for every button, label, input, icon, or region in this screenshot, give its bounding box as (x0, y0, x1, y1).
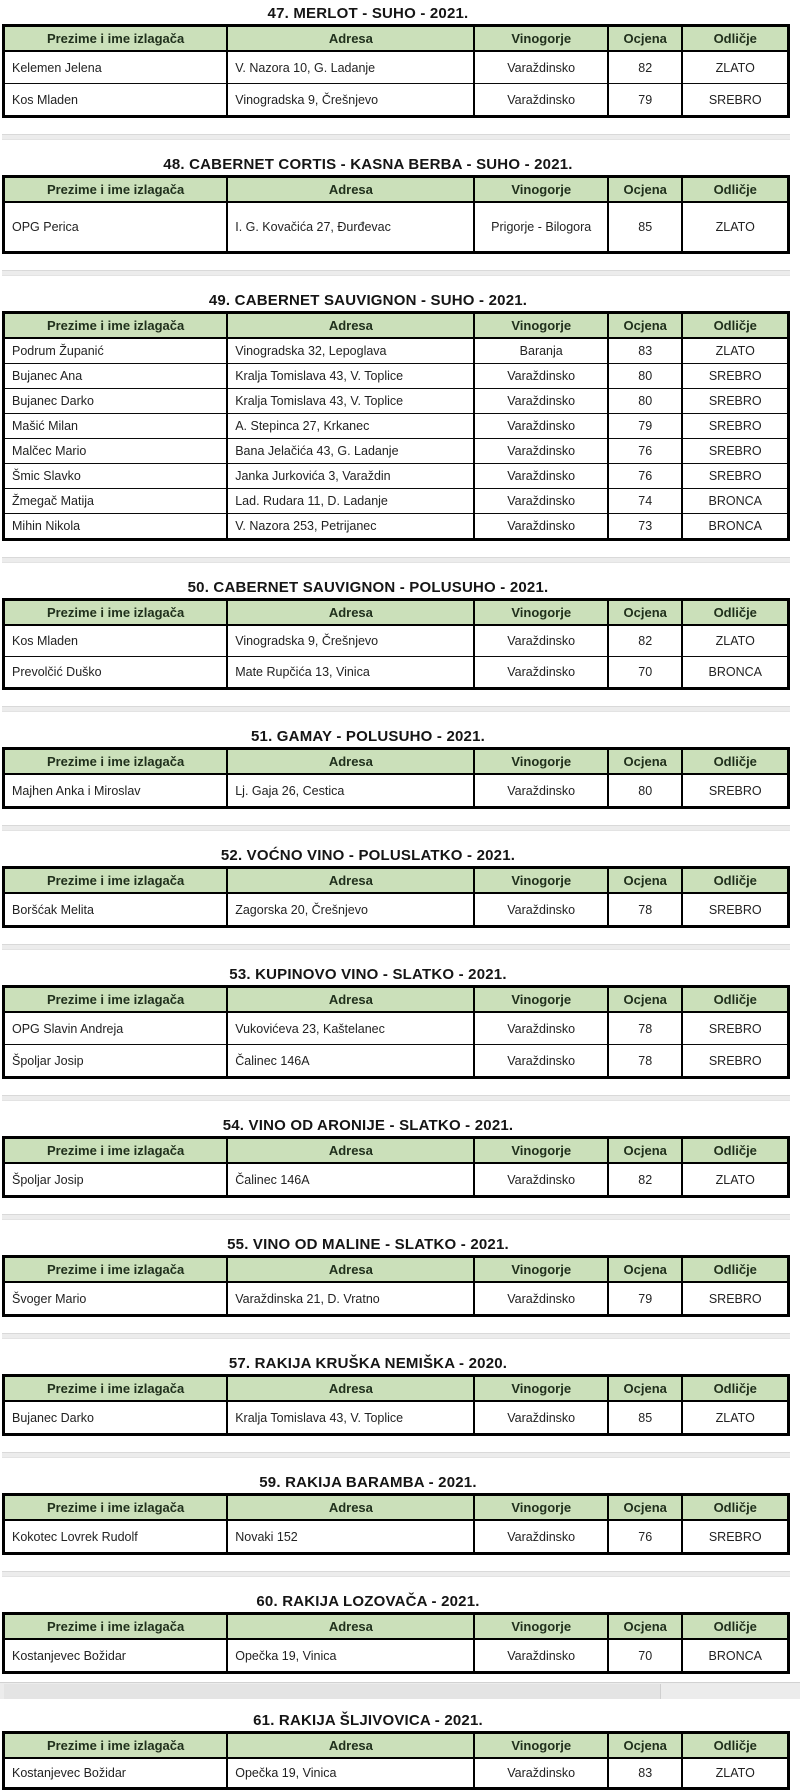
column-header-score: Ocjena (608, 26, 683, 52)
cell-address: Mate Rupčića 13, Vinica (227, 657, 474, 689)
column-header-address: Adresa (227, 1138, 474, 1164)
cell-medal: SREBRO (682, 1045, 788, 1078)
cell-exhibitor-name: Kostanjevec Božidar (4, 1639, 228, 1673)
category-title: 60. RAKIJA LOZOVAČA - 2021. (256, 1593, 480, 1610)
cell-wine-region: Varaždinsko (474, 1758, 607, 1789)
cell-wine-region: Varaždinsko (474, 1163, 607, 1197)
cell-address: Lad. Rudara 11, D. Ladanje (227, 489, 474, 514)
section-separator (2, 706, 790, 712)
cell-wine-region: Varaždinsko (474, 389, 607, 414)
column-header-wine-region: Vinogorje (474, 1138, 607, 1164)
cell-wine-region: Varaždinsko (474, 514, 607, 540)
cell-exhibitor-name: Mihin Nikola (4, 514, 228, 540)
cell-exhibitor-name: Malčec Mario (4, 439, 228, 464)
cell-address: Lj. Gaja 26, Cestica (227, 774, 474, 808)
column-header-wine-region: Vinogorje (474, 749, 607, 775)
section-separator (2, 1095, 790, 1101)
cell-wine-region: Varaždinsko (474, 439, 607, 464)
cell-medal: SREBRO (682, 1282, 788, 1316)
cell-medal: ZLATO (682, 51, 788, 84)
category-title: 59. RAKIJA BARAMBA - 2021. (259, 1474, 477, 1491)
table-row (4, 84, 789, 117)
column-header-wine-region: Vinogorje (474, 1376, 607, 1402)
cell-score: 82 (608, 51, 683, 84)
category-title: 52. VOĆNO VINO - POLUSLATKO - 2021. (220, 847, 516, 864)
column-header-exhibitor-name: Prezime i ime izlagača (4, 1138, 228, 1164)
wine-category-section (2, 944, 790, 1079)
horizontal-scrollbar-thumb[interactable] (4, 1684, 661, 1699)
cell-medal: SREBRO (682, 364, 788, 389)
cell-exhibitor-name: Bujanec Ana (4, 364, 228, 389)
column-header-address: Adresa (227, 1495, 474, 1521)
results-table (2, 1255, 790, 1317)
cell-wine-region: Varaždinsko (474, 414, 607, 439)
table-row (4, 1639, 789, 1673)
category-title: 55. VINO OD MALINE - SLATKO - 2021. (227, 1236, 509, 1253)
results-table (2, 311, 790, 541)
section-separator (2, 1214, 790, 1220)
column-header-score: Ocjena (608, 1376, 683, 1402)
cell-address: Čalinec 146A (227, 1163, 474, 1197)
column-header-medal: Odličje (682, 177, 788, 203)
table-row (4, 1012, 789, 1045)
column-header-wine-region: Vinogorje (474, 1257, 607, 1283)
cell-address: Kralja Tomislava 43, V. Toplice (227, 364, 474, 389)
cell-medal: ZLATO (682, 625, 788, 657)
wine-category-section (2, 134, 790, 254)
cell-wine-region: Varaždinsko (474, 657, 607, 689)
table-row (4, 414, 789, 439)
horizontal-scrollbar-track[interactable] (0, 1682, 800, 1699)
table-row (4, 1163, 789, 1197)
cell-address: Opečka 19, Vinica (227, 1758, 474, 1789)
cell-address: Kralja Tomislava 43, V. Toplice (227, 1401, 474, 1435)
cell-medal: SREBRO (682, 893, 788, 927)
column-header-wine-region: Vinogorje (474, 1733, 607, 1759)
column-header-medal: Odličje (682, 1257, 788, 1283)
cell-medal: SREBRO (682, 439, 788, 464)
column-header-exhibitor-name: Prezime i ime izlagača (4, 26, 228, 52)
cell-score: 73 (608, 514, 683, 540)
column-header-medal: Odličje (682, 749, 788, 775)
cell-score: 78 (608, 1045, 683, 1078)
results-table (2, 1493, 790, 1555)
header-row (4, 1376, 789, 1402)
column-header-exhibitor-name: Prezime i ime izlagača (4, 868, 228, 894)
cell-exhibitor-name: Mašić Milan (4, 414, 228, 439)
cell-address: Janka Jurkovića 3, Varaždin (227, 464, 474, 489)
table-row (4, 439, 789, 464)
cell-address: Opečka 19, Vinica (227, 1639, 474, 1673)
section-separator (2, 825, 790, 831)
cell-medal: SREBRO (682, 774, 788, 808)
cell-medal: SREBRO (682, 389, 788, 414)
header-row (4, 177, 789, 203)
cell-exhibitor-name: Kokotec Lovrek Rudolf (4, 1520, 228, 1554)
column-header-address: Adresa (227, 313, 474, 339)
column-header-score: Ocjena (608, 987, 683, 1013)
column-header-medal: Odličje (682, 1495, 788, 1521)
category-title: 49. CABERNET SAUVIGNON - SUHO - 2021. (208, 292, 528, 309)
cell-wine-region: Varaždinsko (474, 1639, 607, 1673)
header-row (4, 600, 789, 626)
cell-address: Vinogradska 9, Črešnjevo (227, 84, 474, 117)
cell-score: 85 (608, 202, 683, 253)
column-header-address: Adresa (227, 749, 474, 775)
column-header-exhibitor-name: Prezime i ime izlagača (4, 1257, 228, 1283)
column-header-exhibitor-name: Prezime i ime izlagača (4, 1376, 228, 1402)
cell-exhibitor-name: Kostanjevec Božidar (4, 1758, 228, 1789)
cell-wine-region: Varaždinsko (474, 489, 607, 514)
cell-exhibitor-name: Žmegač Matija (4, 489, 228, 514)
column-header-exhibitor-name: Prezime i ime izlagača (4, 1733, 228, 1759)
column-header-address: Adresa (227, 1614, 474, 1640)
cell-wine-region: Varaždinsko (474, 84, 607, 117)
section-separator (2, 1333, 790, 1339)
column-header-exhibitor-name: Prezime i ime izlagača (4, 987, 228, 1013)
cell-score: 82 (608, 625, 683, 657)
column-header-medal: Odličje (682, 1138, 788, 1164)
cell-medal: SREBRO (682, 414, 788, 439)
results-table (2, 598, 790, 690)
column-header-address: Adresa (227, 987, 474, 1013)
column-header-wine-region: Vinogorje (474, 177, 607, 203)
cell-exhibitor-name: Špoljar Josip (4, 1163, 228, 1197)
cell-address: I. G. Kovačića 27, Đurđevac (227, 202, 474, 253)
results-table (2, 175, 790, 254)
cell-medal: ZLATO (682, 202, 788, 253)
cell-exhibitor-name: Boršćak Melita (4, 893, 228, 927)
column-header-medal: Odličje (682, 600, 788, 626)
cell-address: Novaki 152 (227, 1520, 474, 1554)
header-row (4, 749, 789, 775)
header-row (4, 1733, 789, 1759)
table-row (4, 489, 789, 514)
wine-category-section (2, 706, 790, 809)
cell-score: 83 (608, 1758, 683, 1789)
cell-medal: ZLATO (682, 338, 788, 364)
cell-wine-region: Prigorje - Bilogora (474, 202, 607, 253)
header-row (4, 1614, 789, 1640)
cell-score: 80 (608, 364, 683, 389)
column-header-medal: Odličje (682, 868, 788, 894)
results-table (2, 866, 790, 928)
column-header-exhibitor-name: Prezime i ime izlagača (4, 600, 228, 626)
column-header-exhibitor-name: Prezime i ime izlagača (4, 1495, 228, 1521)
cell-exhibitor-name: Bujanec Darko (4, 1401, 228, 1435)
cell-exhibitor-name: OPG Slavin Andreja (4, 1012, 228, 1045)
column-header-wine-region: Vinogorje (474, 313, 607, 339)
table-row (4, 774, 789, 808)
column-header-medal: Odličje (682, 987, 788, 1013)
column-header-address: Adresa (227, 26, 474, 52)
column-header-address: Adresa (227, 177, 474, 203)
column-header-medal: Odličje (682, 1733, 788, 1759)
column-header-medal: Odličje (682, 1376, 788, 1402)
column-header-exhibitor-name: Prezime i ime izlagača (4, 1614, 228, 1640)
cell-wine-region: Varaždinsko (474, 774, 607, 808)
cell-address: Vinogradska 9, Črešnjevo (227, 625, 474, 657)
column-header-score: Ocjena (608, 1257, 683, 1283)
results-table (2, 24, 790, 118)
cell-medal: BRONCA (682, 489, 788, 514)
results-table (2, 1374, 790, 1436)
cell-medal: BRONCA (682, 657, 788, 689)
cell-address: Vukovićeva 23, Kaštelanec (227, 1012, 474, 1045)
cell-wine-region: Varaždinsko (474, 1012, 607, 1045)
cell-address: Zagorska 20, Črešnjevo (227, 893, 474, 927)
column-header-score: Ocjena (608, 600, 683, 626)
cell-score: 79 (608, 414, 683, 439)
cell-address: Kralja Tomislava 43, V. Toplice (227, 389, 474, 414)
cell-medal: SREBRO (682, 1520, 788, 1554)
table-row (4, 1520, 789, 1554)
cell-score: 76 (608, 464, 683, 489)
category-title: 53. KUPINOVO VINO - SLATKO - 2021. (229, 966, 507, 983)
wine-category-section (2, 1571, 790, 1674)
column-header-score: Ocjena (608, 1733, 683, 1759)
cell-medal: SREBRO (682, 1012, 788, 1045)
cell-score: 82 (608, 1163, 683, 1197)
cell-score: 80 (608, 389, 683, 414)
column-header-wine-region: Vinogorje (474, 1495, 607, 1521)
column-header-wine-region: Vinogorje (474, 1614, 607, 1640)
section-separator (2, 557, 790, 563)
cell-medal: ZLATO (682, 1758, 788, 1789)
column-header-address: Adresa (227, 1257, 474, 1283)
wine-category-section (2, 4, 790, 118)
cell-medal: BRONCA (682, 1639, 788, 1673)
cell-address: A. Stepinca 27, Krkanec (227, 414, 474, 439)
results-table (2, 1136, 790, 1198)
table-row (4, 338, 789, 364)
cell-score: 76 (608, 1520, 683, 1554)
category-title: 48. CABERNET CORTIS - KASNA BERBA - SUHO - 2021. (163, 156, 573, 173)
header-row (4, 1257, 789, 1283)
column-header-medal: Odličje (682, 1614, 788, 1640)
column-header-score: Ocjena (608, 749, 683, 775)
cell-address: V. Nazora 10, G. Ladanje (227, 51, 474, 84)
column-header-exhibitor-name: Prezime i ime izlagača (4, 313, 228, 339)
column-header-score: Ocjena (608, 1614, 683, 1640)
cell-exhibitor-name: Švoger Mario (4, 1282, 228, 1316)
wine-category-section (2, 1452, 790, 1555)
wine-category-section (2, 825, 790, 928)
category-title: 61. RAKIJA ŠLJIVOVICA - 2021. (253, 1712, 483, 1729)
cell-wine-region: Varaždinsko (474, 464, 607, 489)
column-header-exhibitor-name: Prezime i ime izlagača (4, 749, 228, 775)
table-row (4, 1045, 789, 1078)
cell-exhibitor-name: Kelemen Jelena (4, 51, 228, 84)
column-header-wine-region: Vinogorje (474, 868, 607, 894)
column-header-score: Ocjena (608, 868, 683, 894)
cell-score: 79 (608, 84, 683, 117)
column-header-exhibitor-name: Prezime i ime izlagača (4, 177, 228, 203)
cell-score: 78 (608, 893, 683, 927)
column-header-wine-region: Vinogorje (474, 987, 607, 1013)
header-row (4, 1138, 789, 1164)
category-title: 47. MERLOT - SUHO - 2021. (267, 5, 469, 22)
cell-exhibitor-name: Bujanec Darko (4, 389, 228, 414)
table-row (4, 1758, 789, 1789)
section-separator (2, 270, 790, 276)
table-row (4, 514, 789, 540)
cell-address: Vinogradska 32, Lepoglava (227, 338, 474, 364)
cell-medal: BRONCA (682, 514, 788, 540)
header-row (4, 987, 789, 1013)
cell-wine-region: Varaždinsko (474, 1045, 607, 1078)
section-separator (2, 1452, 790, 1458)
table-row (4, 464, 789, 489)
results-table (2, 1731, 790, 1790)
cell-wine-region: Varaždinsko (474, 364, 607, 389)
column-header-score: Ocjena (608, 177, 683, 203)
cell-exhibitor-name: OPG Perica (4, 202, 228, 253)
cell-wine-region: Varaždinsko (474, 893, 607, 927)
table-row (4, 657, 789, 689)
header-row (4, 868, 789, 894)
cell-medal: SREBRO (682, 464, 788, 489)
cell-medal: SREBRO (682, 84, 788, 117)
category-title: 57. RAKIJA KRUŠKA NEMIŠKA - 2020. (228, 1355, 508, 1372)
results-table (2, 747, 790, 809)
cell-exhibitor-name: Špoljar Josip (4, 1045, 228, 1078)
cell-wine-region: Varaždinsko (474, 1520, 607, 1554)
cell-exhibitor-name: Kos Mladen (4, 625, 228, 657)
cell-wine-region: Baranja (474, 338, 607, 364)
cell-score: 70 (608, 657, 683, 689)
table-row (4, 1401, 789, 1435)
table-row (4, 893, 789, 927)
column-header-address: Adresa (227, 600, 474, 626)
cell-exhibitor-name: Šmic Slavko (4, 464, 228, 489)
column-header-address: Adresa (227, 868, 474, 894)
cell-wine-region: Varaždinsko (474, 625, 607, 657)
header-row (4, 26, 789, 52)
table-row (4, 202, 789, 253)
category-title: 54. VINO OD ARONIJE - SLATKO - 2021. (222, 1117, 514, 1134)
cell-exhibitor-name: Podrum Županić (4, 338, 228, 364)
column-header-wine-region: Vinogorje (474, 600, 607, 626)
header-row (4, 1495, 789, 1521)
column-header-score: Ocjena (608, 313, 683, 339)
results-table (2, 985, 790, 1079)
section-separator (2, 134, 790, 140)
cell-medal: ZLATO (682, 1401, 788, 1435)
wine-category-section (2, 1333, 790, 1436)
category-title: 50. CABERNET SAUVIGNON - POLUSUHO - 2021. (187, 579, 549, 596)
cell-medal: ZLATO (682, 1163, 788, 1197)
cell-wine-region: Varaždinsko (474, 51, 607, 84)
cell-exhibitor-name: Majhen Anka i Miroslav (4, 774, 228, 808)
wine-category-section (2, 1690, 790, 1790)
cell-score: 79 (608, 1282, 683, 1316)
cell-score: 85 (608, 1401, 683, 1435)
table-row (4, 389, 789, 414)
section-separator (2, 1571, 790, 1577)
cell-exhibitor-name: Kos Mladen (4, 84, 228, 117)
cell-score: 83 (608, 338, 683, 364)
category-title: 51. GAMAY - POLUSUHO - 2021. (250, 728, 485, 745)
cell-score: 80 (608, 774, 683, 808)
column-header-wine-region: Vinogorje (474, 26, 607, 52)
column-header-medal: Odličje (682, 26, 788, 52)
table-row (4, 51, 789, 84)
cell-score: 74 (608, 489, 683, 514)
column-header-address: Adresa (227, 1376, 474, 1402)
cell-wine-region: Varaždinsko (474, 1282, 607, 1316)
table-row (4, 364, 789, 389)
column-header-score: Ocjena (608, 1138, 683, 1164)
cell-address: Bana Jelačića 43, G. Ladanje (227, 439, 474, 464)
wine-category-section (2, 270, 790, 541)
header-row (4, 313, 789, 339)
table-row (4, 1282, 789, 1316)
cell-address: Varaždinska 21, D. Vratno (227, 1282, 474, 1316)
wine-category-section (2, 557, 790, 690)
wine-category-section (2, 1095, 790, 1198)
section-separator (2, 944, 790, 950)
cell-score: 76 (608, 439, 683, 464)
cell-score: 78 (608, 1012, 683, 1045)
cell-exhibitor-name: Prevolčić Duško (4, 657, 228, 689)
cell-address: Čalinec 146A (227, 1045, 474, 1078)
table-row (4, 625, 789, 657)
cell-wine-region: Varaždinsko (474, 1401, 607, 1435)
cell-address: V. Nazora 253, Petrijanec (227, 514, 474, 540)
results-table (2, 1612, 790, 1674)
column-header-address: Adresa (227, 1733, 474, 1759)
column-header-medal: Odličje (682, 313, 788, 339)
cell-score: 70 (608, 1639, 683, 1673)
column-header-score: Ocjena (608, 1495, 683, 1521)
wine-category-section (2, 1214, 790, 1317)
